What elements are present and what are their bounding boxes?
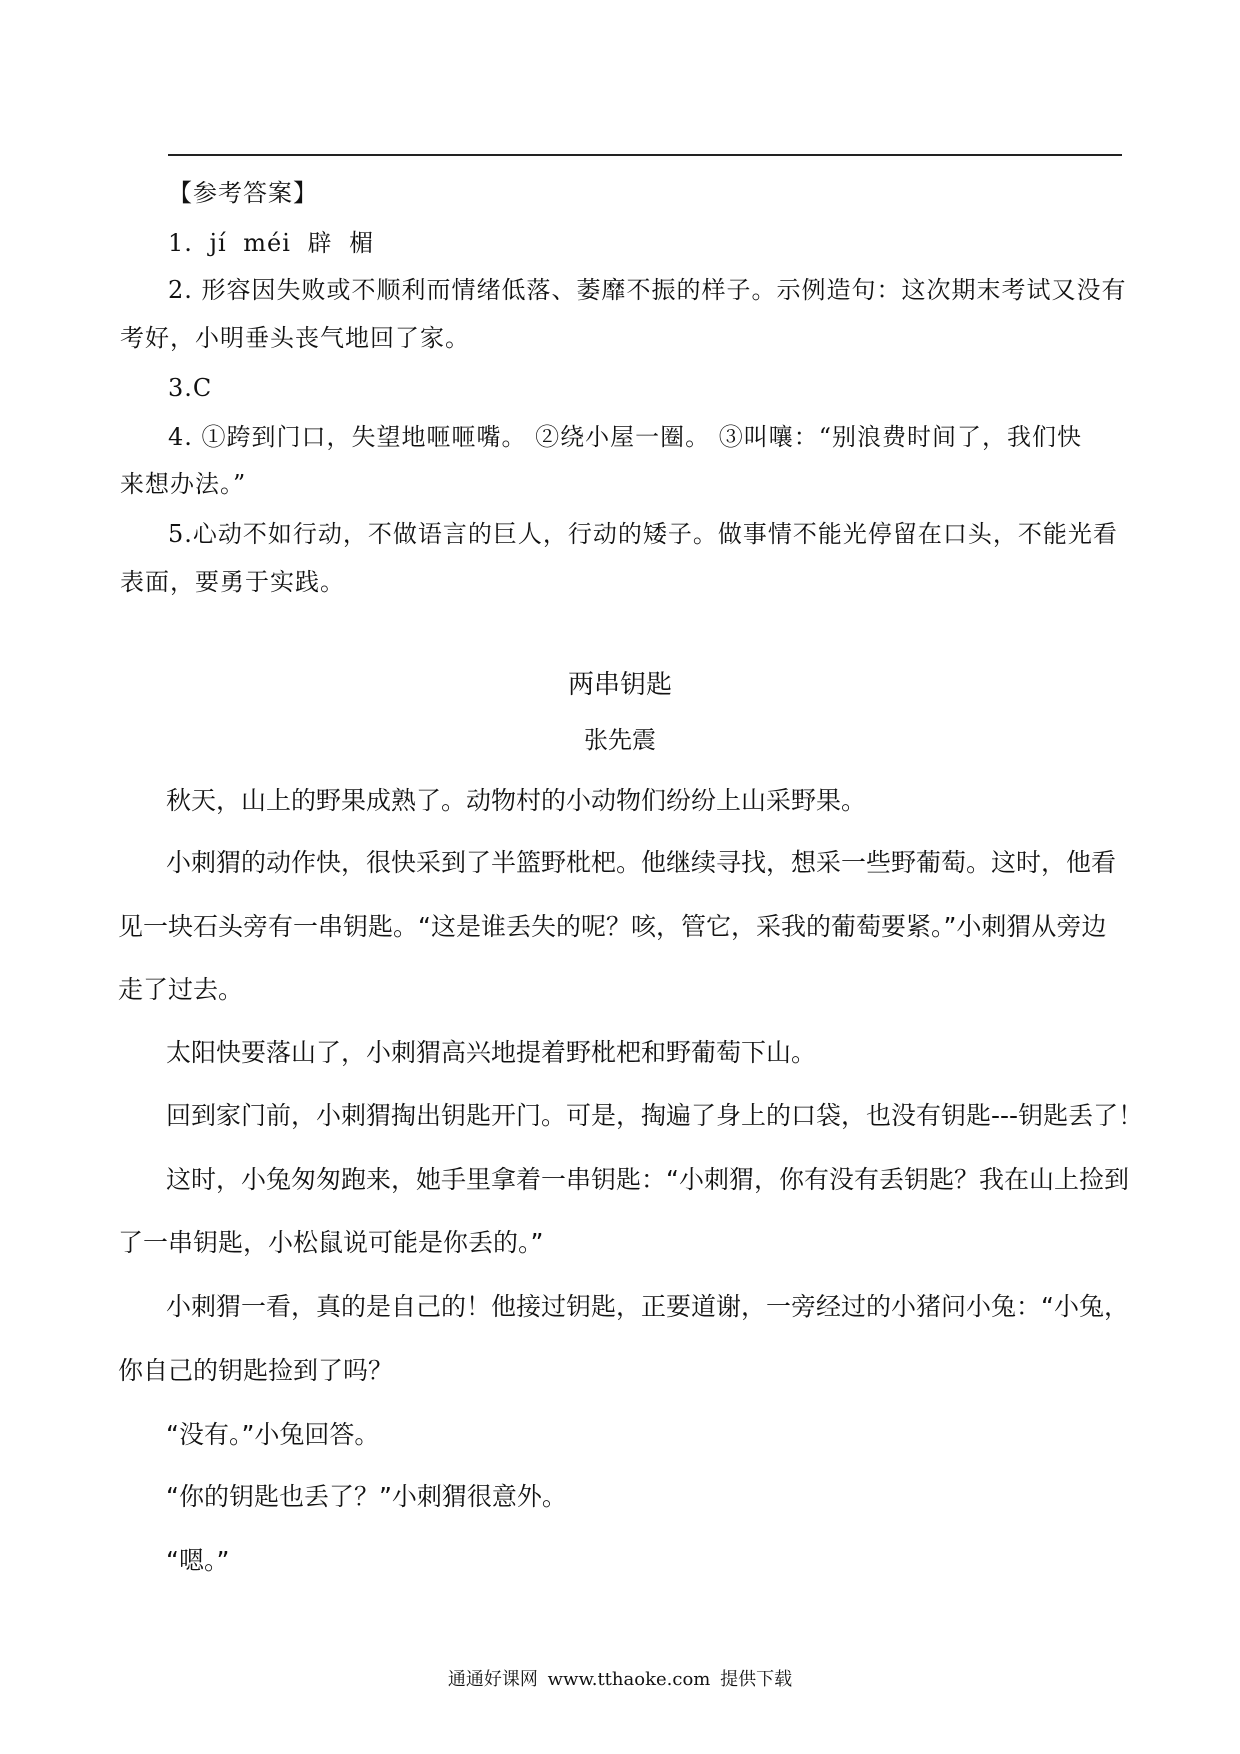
story-line: 回到家门前，小刺猬掏出钥匙开门。可是，掏遍了身上的口袋，也没有钥匙---钥匙丢了！ bbox=[166, 1101, 1144, 1130]
story-title: 两串钥匙 bbox=[567, 670, 672, 700]
answer-heading: 【参考答案】 bbox=[168, 179, 318, 207]
story-line: “你的钥匙也丢了？”小刺猬很意外。 bbox=[166, 1482, 567, 1511]
story-line: 了一串钥匙，小松鼠说可能是你丢的。” bbox=[118, 1228, 544, 1257]
answer-line: 2. 形容因失败或不顺利而情绪低落、萎靡不振的样子。示例造句：这次期末考试又没有 bbox=[168, 276, 1127, 304]
top-rule bbox=[168, 154, 1122, 156]
answer-line: 5.心动不如行动，不做语言的巨人，行动的矮子。做事情不能光停留在口头，不能光看 bbox=[168, 520, 1118, 548]
story-line: 小刺猬一看，真的是自己的！他接过钥匙，正要道谢，一旁经过的小猪问小兔：“小兔， bbox=[166, 1292, 1129, 1321]
story-line: 太阳快要落山了，小刺猬高兴地提着野枇杷和野葡萄下山。 bbox=[166, 1038, 817, 1067]
answer-line: 3.C bbox=[168, 374, 213, 402]
story-line: “没有。”小兔回答。 bbox=[166, 1420, 380, 1449]
page-footer: 通通好课网 www.tthaoke.com 提供下载 bbox=[447, 1669, 793, 1690]
answer-line: 考好，小明垂头丧气地回了家。 bbox=[120, 324, 470, 352]
story-line: 这时，小兔匆匆跑来，她手里拿着一串钥匙：“小刺猬，你有没有丢钥匙？我在山上捡到 bbox=[166, 1165, 1129, 1194]
story-author: 张先震 bbox=[584, 726, 656, 754]
story-line: 走了过去。 bbox=[118, 975, 244, 1004]
answer-line: 4. ①跨到门口，失望地咂咂嘴。 ②绕小屋一圈。 ③叫嚷：“别浪费时间了，我们快 bbox=[168, 423, 1083, 451]
answer-line: 表面，要勇于实践。 bbox=[120, 568, 345, 596]
story-line: 秋天，山上的野果成熟了。动物村的小动物们纷纷上山采野果。 bbox=[166, 786, 867, 815]
story-line: “嗯。” bbox=[166, 1546, 230, 1575]
story-line: 你自己的钥匙捡到了吗？ bbox=[118, 1356, 394, 1385]
answer-line: 1. jí méi 辟 楣 bbox=[168, 229, 375, 257]
story-line: 见一块石头旁有一串钥匙。“这是谁丢失的呢？咳，管它，采我的葡萄要紧。”小刺猬从旁边 bbox=[118, 912, 1107, 941]
story-line: 小刺猬的动作快，很快采到了半篮野枇杷。他继续寻找，想采一些野葡萄。这时，他看 bbox=[166, 848, 1117, 877]
answer-line: 来想办法。” bbox=[120, 470, 247, 498]
